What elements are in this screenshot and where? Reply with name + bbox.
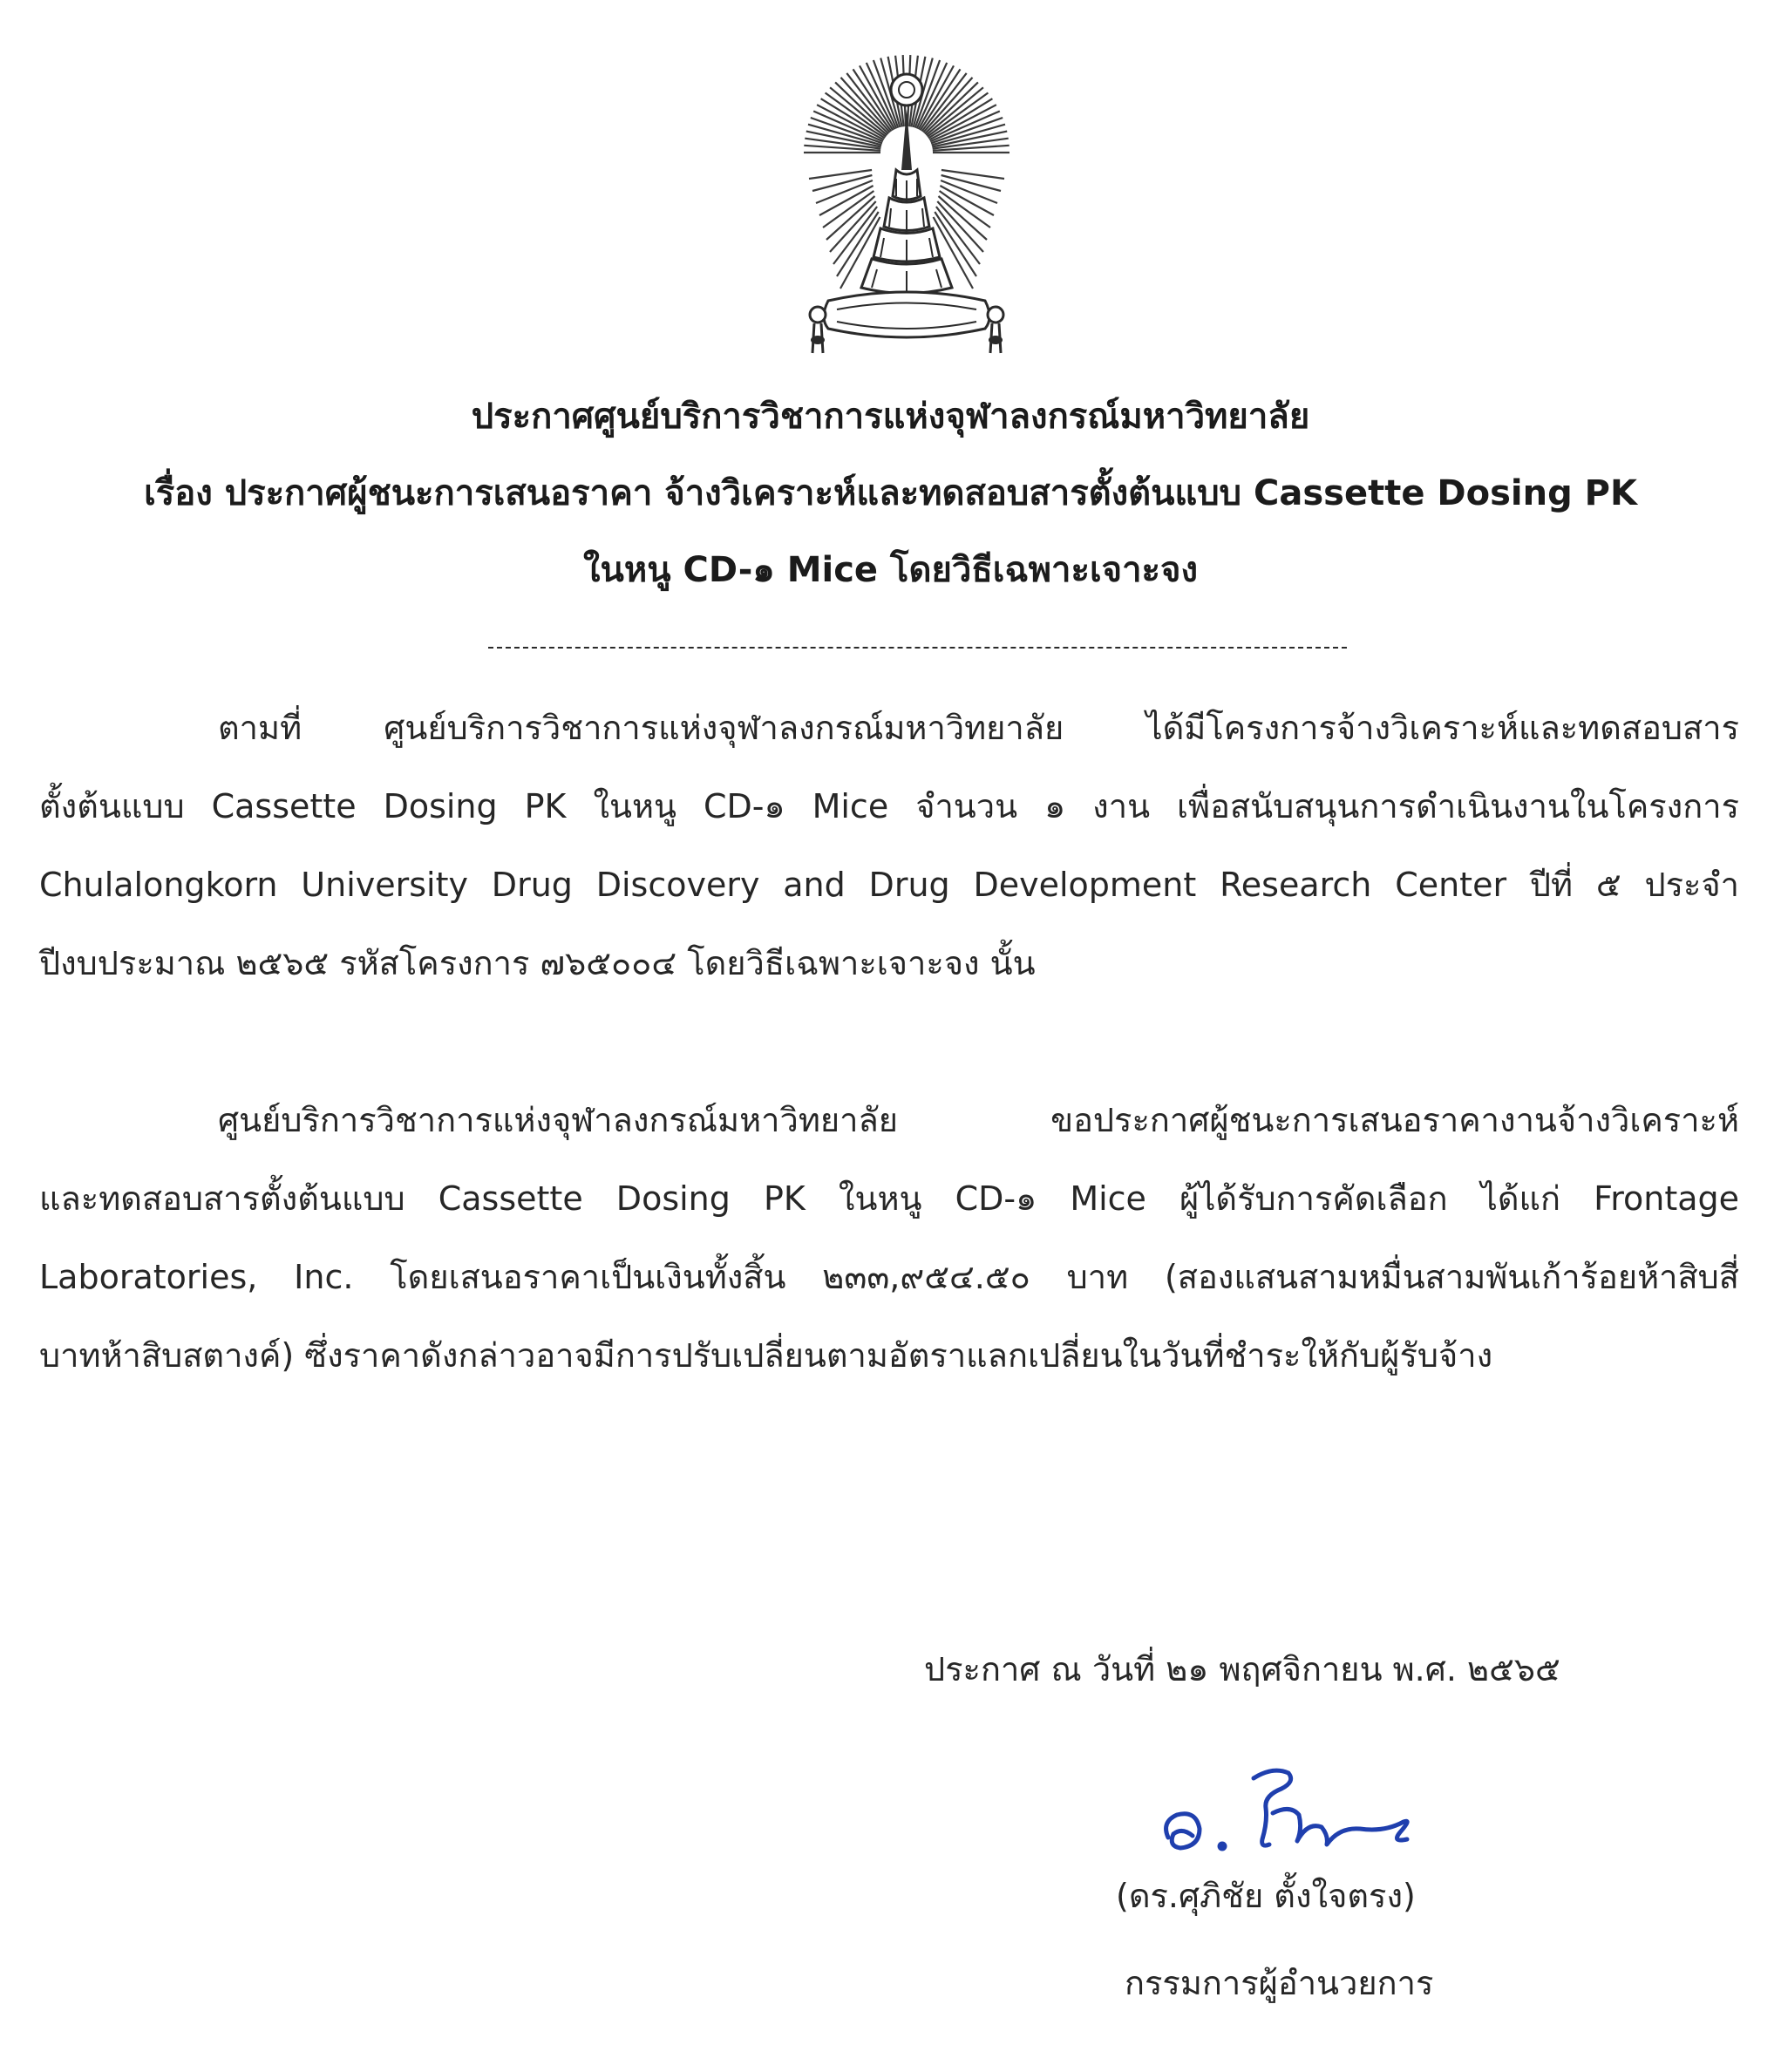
paragraph-2-line: Laboratories, Inc. โดยเสนอราคาเป็นเงินทั้งสิ้น ๒๓๓,๙๕๔.๕๐ บาท (สองแสนสามหมื่นสามพันเก้าร้อยห้าสิบสี่ (39, 1258, 1739, 1296)
handwritten-signature-icon (1142, 1761, 1430, 1865)
paragraph-1-line: ตั้งต้นแบบ Cassette Dosing PK ในหนู CD-๑ Mice จำนวน ๑ งาน เพื่อสนับสนุนการดำเนินงานในโครงการ (39, 787, 1739, 825)
emblem-ray (925, 82, 978, 133)
chulalongkorn-university-emblem-icon (793, 48, 1020, 370)
announcement-subject: เรื่อง ประกาศผู้ชนะการเสนอราคา จ้างวิเคราะห์และทดสอบสารตั้งต้นแบบ Cassette Dosing PK (144, 473, 1637, 513)
emblem-ray (835, 82, 888, 133)
announcement-date: ประกาศ ณ วันที่ ๒๑ พฤศจิกายน พ.ศ. ๒๕๖๕ (924, 1650, 1560, 1688)
signer-name: (ดร.ศุภิชัย ตั้งใจตรง) (1116, 1877, 1416, 1915)
paragraph-2-line: บาทห้าสิบสตางค์) ซึ่งราคาดังกล่าวอาจมีการปรับเปลี่ยนตามอัตราแลกเปลี่ยนในวันที่ชำระให้กับผู้รับจ้าง (39, 1336, 1493, 1375)
paragraph-1-line: ปีงบประมาณ ๒๕๖๕ รหัสโครงการ ๗๖๕๐๐๔ โดยวิธีเฉพาะเจาะจง นั้น (39, 944, 1036, 982)
paragraph-2-line: ศูนย์บริการวิชาการแห่งจุฬาลงกรณ์มหาวิทยาลัย ขอประกาศผู้ชนะการเสนอราคางานจ้างวิเคราะห์ (218, 1101, 1739, 1139)
paragraph-1-line: Chulalongkorn University Drug Discovery and Drug Development Research Center ปีที่ ๕ ประจำ (39, 866, 1739, 904)
paragraph-1-line: ตามที่ ศูนย์บริการวิชาการแห่งจุฬาลงกรณ์มหาวิทยาลัย ได้มีโครงการจ้างวิเคราะห์และทดสอบสาร (218, 709, 1739, 747)
paragraph-2-line: และทดสอบสารตั้งต้นแบบ Cassette Dosing PK ในหนู CD-๑ Mice ผู้ได้รับการคัดเลือก ได้แก่ Frontage (39, 1179, 1739, 1218)
signer-position: กรรมการผู้อำนวยการ (1125, 1964, 1434, 2002)
dashed-divider (488, 647, 1347, 649)
announcement-subject-continued: ในหนู CD-๑ Mice โดยวิธีเฉพาะเจาะจง (582, 550, 1199, 590)
announcement-title: ประกาศศูนย์บริการวิชาการแห่งจุฬาลงกรณ์มหาวิทยาลัย (471, 397, 1310, 437)
